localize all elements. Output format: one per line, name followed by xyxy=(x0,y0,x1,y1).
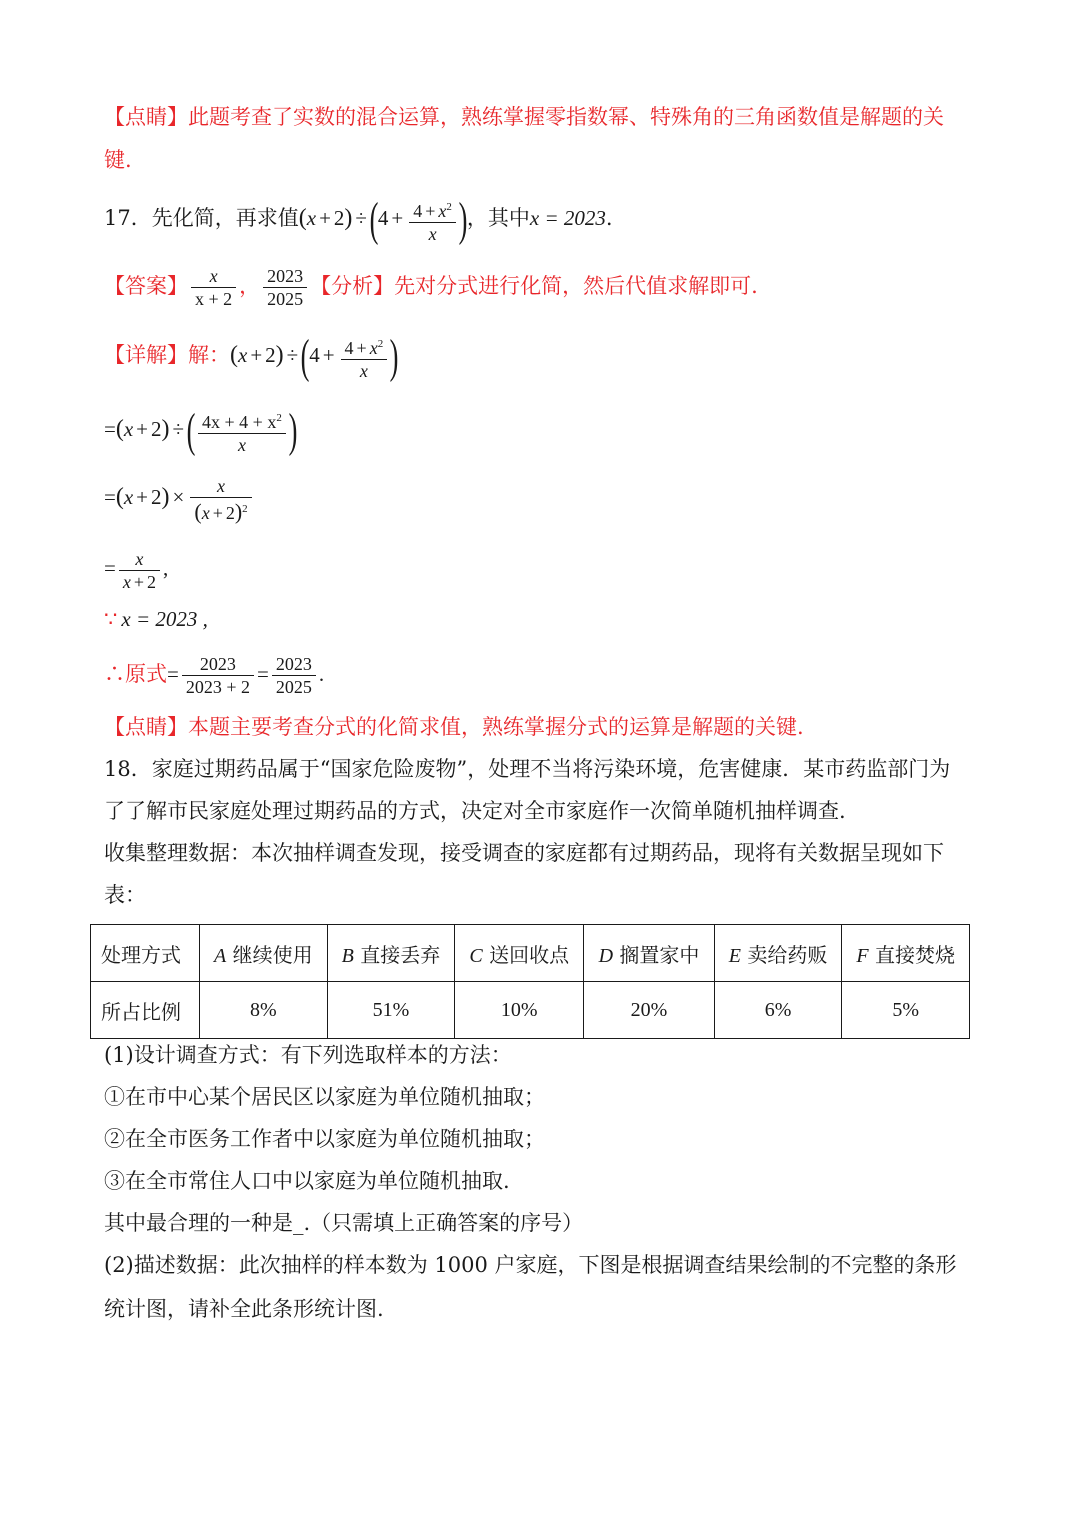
table-header-cell: D 搁置家中 xyxy=(584,925,714,982)
table-cell: 5% xyxy=(842,982,970,1039)
detail-step-4: = $\frac{x}{x + 2}$ , xyxy=(104,548,169,592)
part1-line-1: (1)设计调查方式：有下列选取样本的方法： xyxy=(104,1043,512,1067)
answer-fraction-1: $\frac{x}{x + 2}$ xyxy=(191,265,236,310)
table-cell: 10% xyxy=(455,982,584,1039)
detail-jie: 解： xyxy=(188,343,230,367)
q17-number: 17． xyxy=(104,206,152,230)
dianjing2-text: 本题主要考查分式的化简求值，熟练掌握分式的运算是解题的关键. xyxy=(188,715,804,739)
dianjing2-line xyxy=(104,712,804,742)
q17-condition: x = 2023 xyxy=(529,206,606,230)
dianjing-tag: 【点睛】 xyxy=(104,105,188,129)
table-cell: 51% xyxy=(327,982,455,1039)
because-symbol: ∵ xyxy=(104,607,118,631)
q18-line-1: 18．家庭过期药品属于“国家危险废物”，处理不当将污染环境，危害健康．某市药监部门为 xyxy=(104,757,951,781)
part1-option-2: ②在全市医务工作者中以家庭为单位随机抽取； xyxy=(104,1127,545,1151)
answer-tag: 【答案】 xyxy=(104,274,188,298)
question-17 xyxy=(104,194,613,245)
part2-line-2: 统计图，请补全此条形统计图. xyxy=(104,1297,384,1321)
table-cell: 6% xyxy=(714,982,842,1039)
table-header-cell: B 直接丢弃 xyxy=(327,925,455,982)
therefore-label: ∴原式 xyxy=(104,662,167,686)
q17-expression: (x + 2) ÷(4 + $\frac{4 + x^2}{x}$ ) xyxy=(298,193,468,247)
table-header-cell: C 送回收点 xyxy=(455,925,584,982)
result-fraction-2: $\frac{2023}{2025}$ xyxy=(272,653,316,698)
q17-where: ，其中 xyxy=(466,206,530,230)
q17-end: . xyxy=(605,206,613,230)
step2-numerator: 4x + 4 + x xyxy=(202,411,277,432)
answer-separator: ， xyxy=(239,274,261,298)
table-header-cell: E 卖给药贩 xyxy=(714,925,842,982)
detail-step-3: =(x + 2) × $\frac{x}{(x + 2)^2}$ xyxy=(104,472,255,524)
table-header-label: 处理方式 xyxy=(91,925,200,982)
detail-because xyxy=(104,604,208,634)
part1-question: 其中最合理的一种是_.（只需填上正确答案的序号） xyxy=(104,1211,584,1235)
part2-line-1: (2)描述数据：此次抽样的样本数为 1000 户家庭，下图是根据调查结果绘制的不完整的条形 xyxy=(104,1253,957,1277)
q18-line-3: 收集整理数据：本次抽样调查发现，接受调查的家庭都有过期药品，现将有关数据呈现如下 xyxy=(104,841,944,865)
result-fraction-1: $\frac{2023}{2023 + 2}$ xyxy=(182,653,254,698)
answer-fraction-2: $\frac{2023}{2025}$ xyxy=(263,265,307,310)
table-row xyxy=(91,982,970,1039)
table-header-cell: F 直接焚烧 xyxy=(842,925,970,982)
q17-prompt: 先化简，再求值 xyxy=(151,206,299,230)
answer-line xyxy=(104,262,758,310)
analysis-tag: 【分析】 xyxy=(310,274,395,298)
dianjing-text: 此题考查了实数的混合运算，熟练掌握零指数幂、特殊角的三角函数值是解题的关 xyxy=(188,105,944,129)
analysis-text: 先对分式进行化简，然后代值求解即可. xyxy=(394,274,758,298)
disposal-table xyxy=(90,924,970,1039)
dianjing-text-cont: 键. xyxy=(104,148,132,172)
q18-line-4: 表： xyxy=(104,883,146,907)
part1-option-1: ①在市中心某个居民区以家庭为单位随机抽取； xyxy=(104,1085,545,1109)
detail-step-1: 【详解】解：(x + 2) ÷(4 + $\frac{4 + x^2}{x}$ ) xyxy=(104,330,399,384)
dianjing-line-1 xyxy=(104,102,944,132)
table-cell: 8% xyxy=(200,982,328,1039)
table-header-cell: A 继续使用 xyxy=(200,925,328,982)
detail-tag: 【详解】 xyxy=(104,343,188,367)
part1-option-3: ③在全市常住人口中以家庭为单位随机抽取. xyxy=(104,1169,510,1193)
table-header-row xyxy=(91,925,970,982)
detail-therefore: ∴原式= $\frac{2023}{2023 + 2}$ = $\frac{2023}{2025}$ . xyxy=(104,654,325,697)
dianjing-line-2 xyxy=(104,145,132,175)
detail-step-2: =(x + 2) ÷( $\frac{4x + 4 + x^2}{x}$ ) xyxy=(104,404,298,458)
because-expression: x = 2023 , xyxy=(121,607,208,631)
table-cell: 20% xyxy=(584,982,714,1039)
q18-line-2: 了了解市民家庭处理过期药品的方式，决定对全市家庭作一次简单随机抽样调查. xyxy=(104,799,846,823)
table-row-label: 所占比例 xyxy=(91,982,200,1039)
dianjing2-tag: 【点睛】 xyxy=(104,715,188,739)
